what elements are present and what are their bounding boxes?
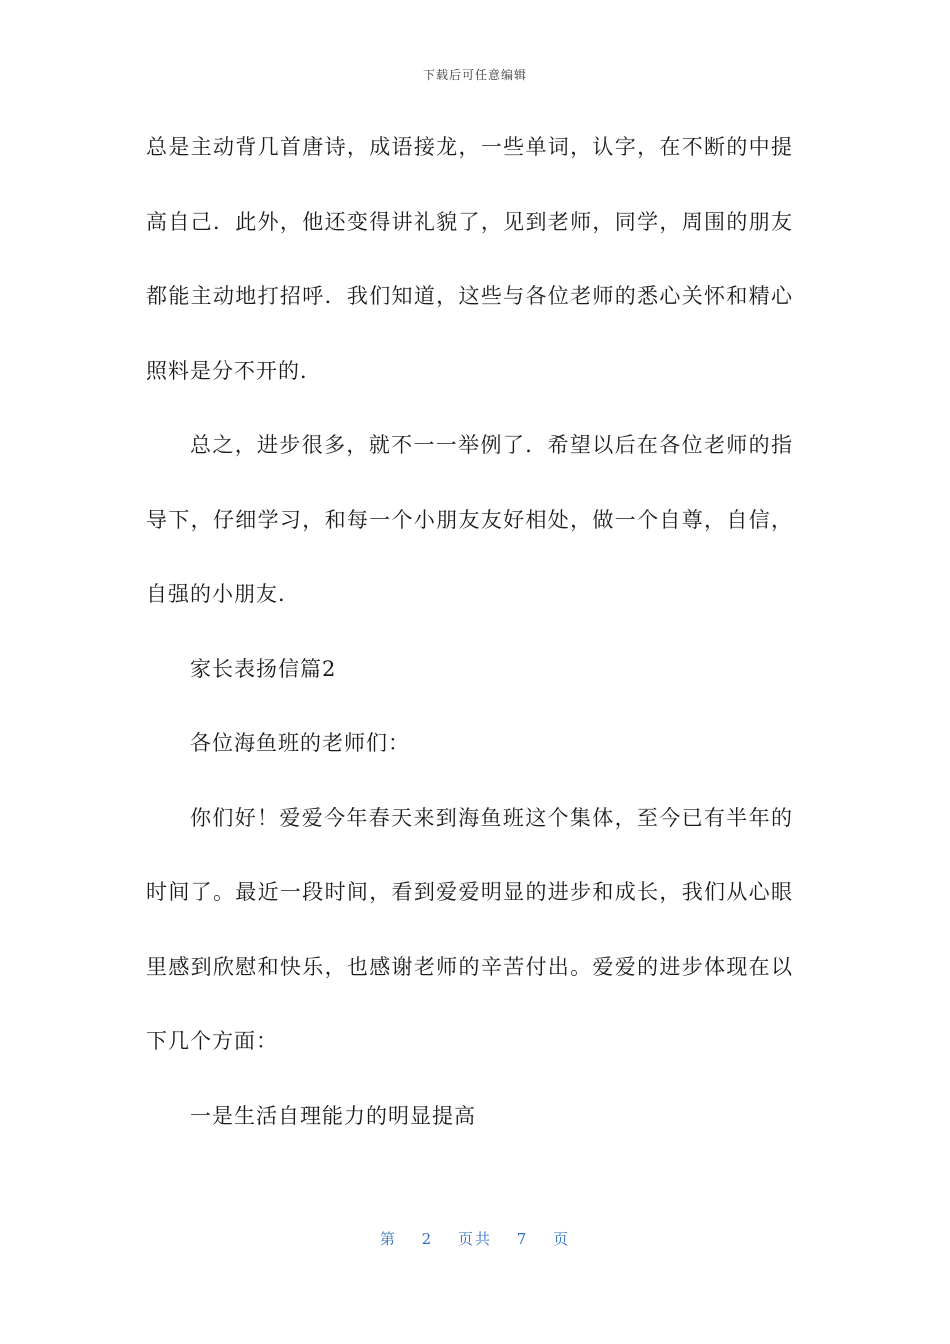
section-heading: 家长表扬信篇2 <box>190 656 337 681</box>
footer-middle: 页共 <box>457 1230 492 1248</box>
text-line: 时间了。最近一段时间，看到爱爱明显的进步和成长，我们从心眼 <box>146 880 792 904</box>
text-line: 下几个方面： <box>146 1029 278 1053</box>
header-note: 下载后可任意编辑 <box>422 68 527 82</box>
text-line: 自强的小朋友． <box>146 582 300 606</box>
page-number-footer <box>0 1228 950 1249</box>
text-line: 照料是分不开的． <box>146 358 322 383</box>
text-line: 里感到欣慰和快乐，也感谢老师的辛苦付出。爱爱的进步体现在以 <box>146 954 792 979</box>
total-page-count: 7 <box>516 1230 529 1248</box>
text-line: 你们好！爱爱今年春天来到海鱼班这个集体，至今已有半年的 <box>190 805 792 830</box>
text-line: 导下，仔细学习，和每一个小朋友友好相处，做一个自尊，自信， <box>146 507 792 532</box>
salutation: 各位海鱼班的老师们： <box>190 731 410 755</box>
footer-suffix: 页 <box>553 1230 571 1248</box>
footer-prefix: 第 <box>379 1230 397 1248</box>
text-line: 都能主动地打招呼．我们知道，这些与各位老师的悉心关怀和精心 <box>146 284 792 308</box>
document-body <box>146 122 792 1165</box>
text-line: 总之，进步很多，就不一一举例了．希望以后在各位老师的指 <box>190 433 792 457</box>
current-page-number: 2 <box>421 1230 434 1248</box>
text-line: 高自己．此外，他还变得讲礼貌了，见到老师，同学，周围的朋友 <box>146 209 792 234</box>
text-line: 一是生活自理能力的明显提高 <box>190 1103 476 1128</box>
text-line: 总是主动背几首唐诗，成语接龙，一些单词，认字，在不断的中提 <box>146 135 792 159</box>
